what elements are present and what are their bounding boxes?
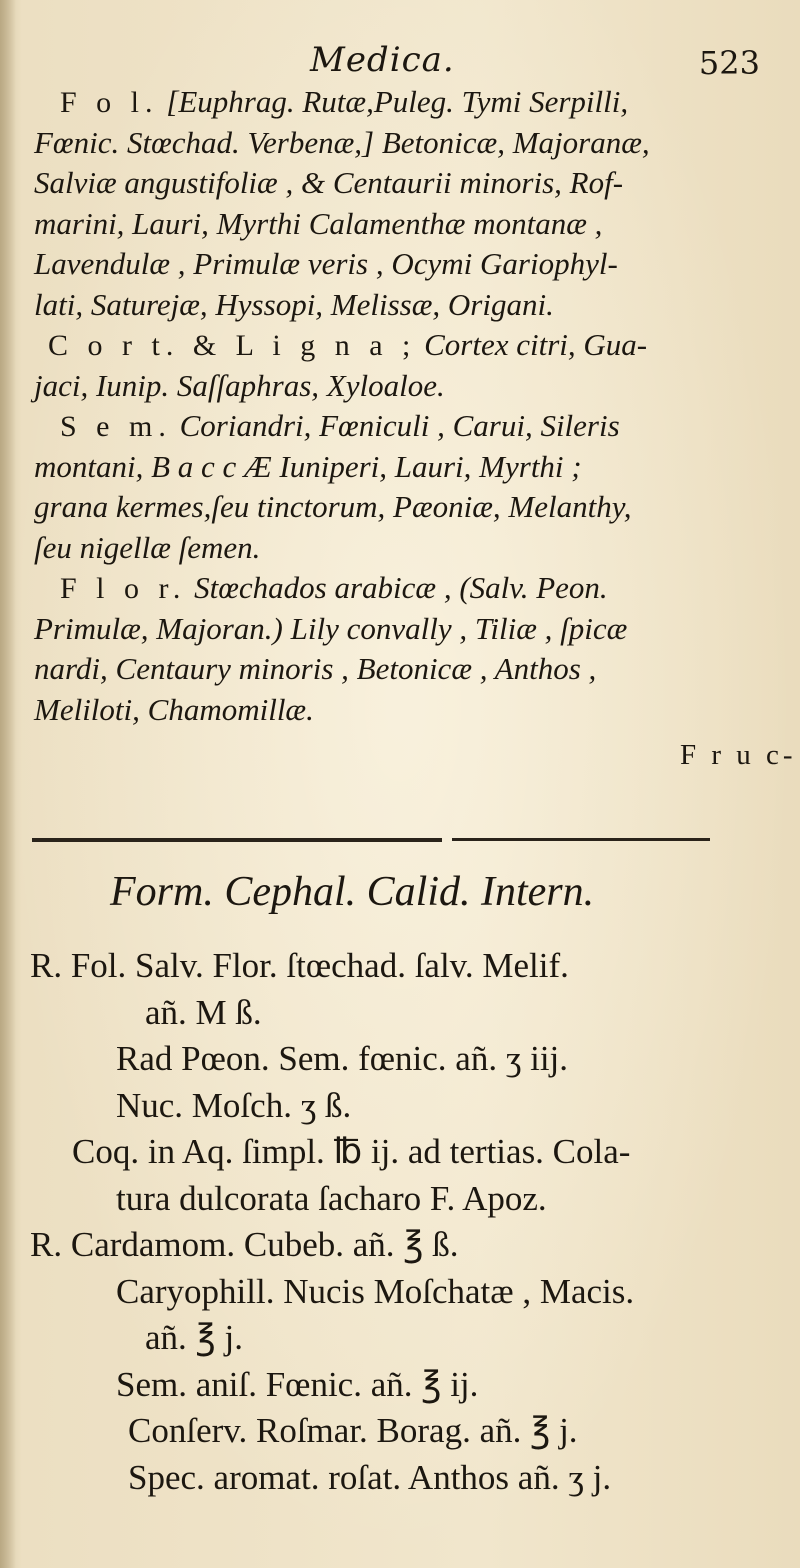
formula-line: Nuc. Moſch. ʒ ß.: [116, 1085, 352, 1125]
line-text: lati, Saturejæ, Hyssopi, Melissæ, Origani.: [34, 286, 554, 322]
formula-line: añ. ℥ j.: [145, 1318, 243, 1357]
line-text: Meliloti, Chamomillæ.: [34, 691, 314, 727]
line-text: Fœnic. Stœchad. Verbenæ,] Betonicæ, Majoranæ,: [34, 124, 650, 160]
line-text: Cortex citri, Gua-: [416, 327, 648, 362]
running-title: Medica.: [310, 40, 455, 80]
text-line: [34, 487, 632, 528]
text-line: [48, 325, 647, 367]
formula-line: Spec. aromat. roſat. Anthos añ. ʒ j.: [128, 1457, 612, 1497]
text-line: [34, 528, 260, 569]
line-text: Stœchados arabicæ , (Salv. Peon.: [186, 570, 608, 605]
line-text: Primulæ, Majoran.) Lily convally , Tiliæ , ſpicæ: [34, 610, 628, 646]
section-label: S e m.: [60, 410, 172, 443]
line-text: marini, Lauri, Myrthi Calamenthæ montanæ ,: [34, 205, 603, 241]
formula-heading: Form. Cephal. Calid. Intern.: [110, 869, 595, 915]
text-line: [34, 690, 314, 731]
text-line: [34, 447, 582, 488]
formula-line: Rad Pœon. Sem. fœnic. añ. ʒ iij.: [116, 1039, 569, 1078]
text-line: [34, 163, 623, 204]
formula-line: R. Cardamom. Cubeb. añ. ℥ ß.: [30, 1225, 459, 1264]
line-text: nardi, Centaury minoris , Betonicæ , Anthos ,: [34, 651, 597, 686]
formula-line: Conſerv. Roſmar. Borag. añ. ℥ j.: [128, 1411, 578, 1450]
section-label: C o r t. & L i g n a ;: [48, 329, 417, 362]
text-line: [60, 568, 608, 610]
text-line: [34, 609, 627, 650]
text-line: [34, 366, 445, 407]
section-divider-left: [32, 838, 442, 842]
line-text: grana kermes,ſeu tinctorum, Pæoniæ, Melanthy,: [34, 489, 632, 524]
formula-line: añ. M ß.: [145, 992, 262, 1032]
line-text: Salviæ angustifoliæ , & Centaurii minoris, Rof-: [34, 165, 624, 200]
page-number: 523: [698, 44, 760, 82]
text-line: [34, 649, 596, 690]
text-line: [34, 123, 650, 164]
line-text: [Euphrag. Rutæ,Puleg. Tymi Serpilli,: [158, 84, 629, 119]
text-line: [34, 285, 554, 326]
section-label: F o l.: [60, 86, 159, 119]
line-text: Coriandri, Fœniculi , Carui, Sileris: [171, 408, 620, 443]
line-text: ſeu nigellæ ſemen.: [34, 529, 261, 565]
line-text: Lavendulæ , Primulæ veris , Ocymi Gariophyl-: [34, 246, 618, 281]
line-text: montani, B a c c Æ Iuniperi, Lauri, Myrthi ;: [34, 448, 582, 484]
formula-line: R. Fol. Salv. Flor. ſtœchad. ſalv. Melif.: [30, 946, 569, 985]
formula-line: Caryophill. Nucis Moſchatæ , Macis.: [116, 1271, 635, 1311]
formula-line: tura dulcorata ſacharo F. Apoz.: [116, 1178, 547, 1218]
text-line: [34, 244, 618, 285]
formula-line: Sem. aniſ. Fœnic. añ. ℥ ij.: [116, 1364, 479, 1404]
section-label: F l o r.: [60, 572, 187, 605]
line-text: jaci, Iunip. Saſſaphras, Xyloaloe.: [34, 367, 445, 403]
text-line: [34, 204, 602, 245]
catchword: F r u c-: [680, 739, 797, 771]
section-divider-right: [452, 838, 710, 841]
text-line: [60, 82, 628, 124]
formula-line: Coq. in Aq. ſimpl. ℔ ij. ad tertias. Cola-: [72, 1132, 631, 1171]
page-gutter-shadow: [0, 0, 16, 1568]
text-line: [60, 406, 620, 448]
